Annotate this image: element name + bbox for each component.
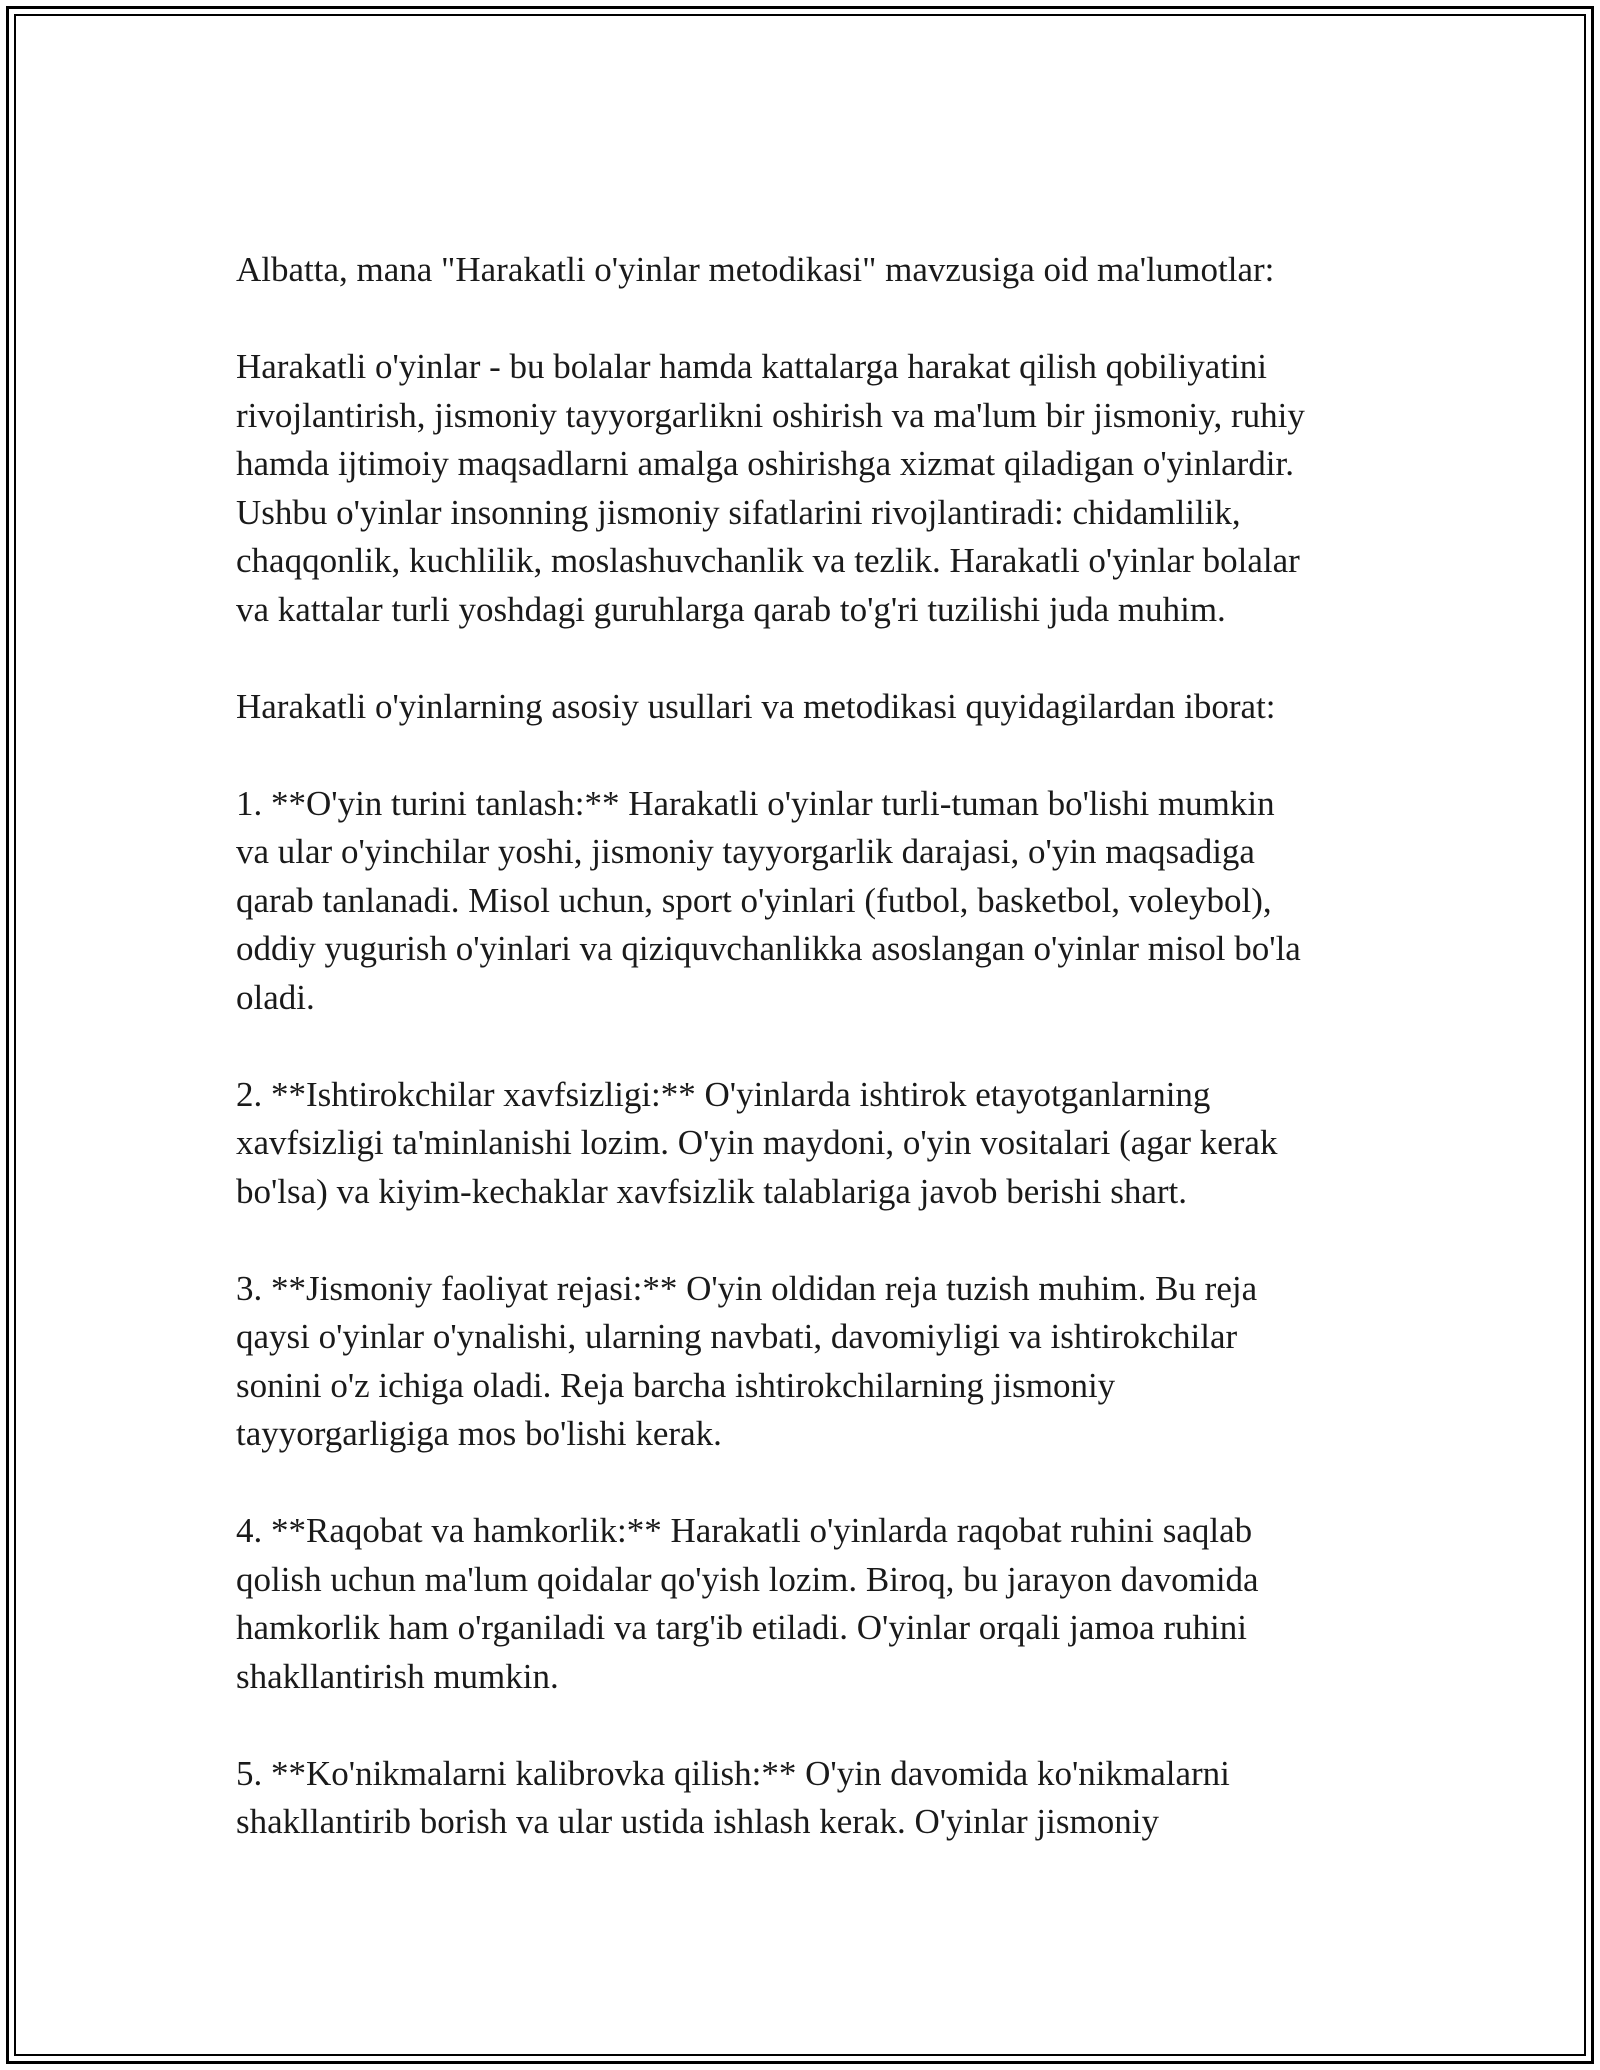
list-item-1: 1. **O'yin turini tanlash:** Harakatli o'yinlar turli-tuman bo'lishi mumkin va ular o'yinchilar yoshi, jismoniy tayyorgarlik darajasi, o'yin maqsadiga qarab tanlanadi. Misol uchun, sport o'yinlari (futbol, basketbol, voleybol), oddiy yugurish o'yinlari va qiziquvchanlikka asoslangan o'yinlar misol bo'la oladi. [236,783,1301,1017]
definition-paragraph: Harakatli o'yinlar - bu bolalar hamda kattalarga harakat qilish qobiliyatini rivojlantirish, jismoniy tayyorgarlikni oshirish va ma'lum bir jismoniy, ruhiy hamda ijtimoiy maqsadlarni amalga oshirishga xizmat qiladigan o'yinlardir. Ushbu o'yinlar insonning jismoniy sifatlarini rivojlantiradi: chidamlilik, chaqqonlik, kuchlilik, moslashuvchanlik va tezlik. Harakatli o'yinlar bolalar va kattalar turli yoshdagi guruhlarga qarab to'g'ri tuzilishi juda muhim. [236,347,1305,629]
methods-lead-paragraph: Harakatli o'yinlarning asosiy usullari va metodikasi quyidagilardan iborat: [236,686,1276,726]
list-item-5: 5. **Ko'nikmalarni kalibrovka qilish:** O'yin davomida ko'nikmalarni shakllantirib borish va ular ustida ishlash kerak. O'yinlar jismoniy [236,1753,1230,1841]
list-item-3: 3. **Jismoniy faoliyat rejasi:** O'yin oldidan reja tuzish muhim. Bu reja qaysi o'yinlar o'ynalishi, ularning navbati, davomiyligi va ishtirokchilar sonini o'z ichiga oladi. Reja barcha ishtirokchilarning jismoniy tayyorgarligiga mos bo'lishi kerak. [236,1268,1258,1453]
list-item-4: 4. **Raqobat va hamkorlik:** Harakatli o'yinlarda raqobat ruhini saqlab qolish uchun ma'lum qoidalar qo'yish lozim. Biroq, bu jarayon davomida hamkorlik ham o'rganiladi va targ'ib etiladi. O'yinlar orqali jamoa ruhini shakllantirish mumkin. [236,1511,1259,1696]
list-item-2: 2. **Ishtirokchilar xavfsizligi:** O'yinlarda ishtirok etayotganlarning xavfsizligi ta'minlanishi lozim. O'yin maydoni, o'yin vositalari (agar kerak bo'lsa) va kiyim-kechaklar xavfsizlik talablariga javob berishi shart. [236,1074,1278,1211]
document-body [236,246,1366,1895]
intro-paragraph: Albatta, mana "Harakatli o'yinlar metodikasi" mavzusiga oid ma'lumotlar: [236,250,1275,289]
